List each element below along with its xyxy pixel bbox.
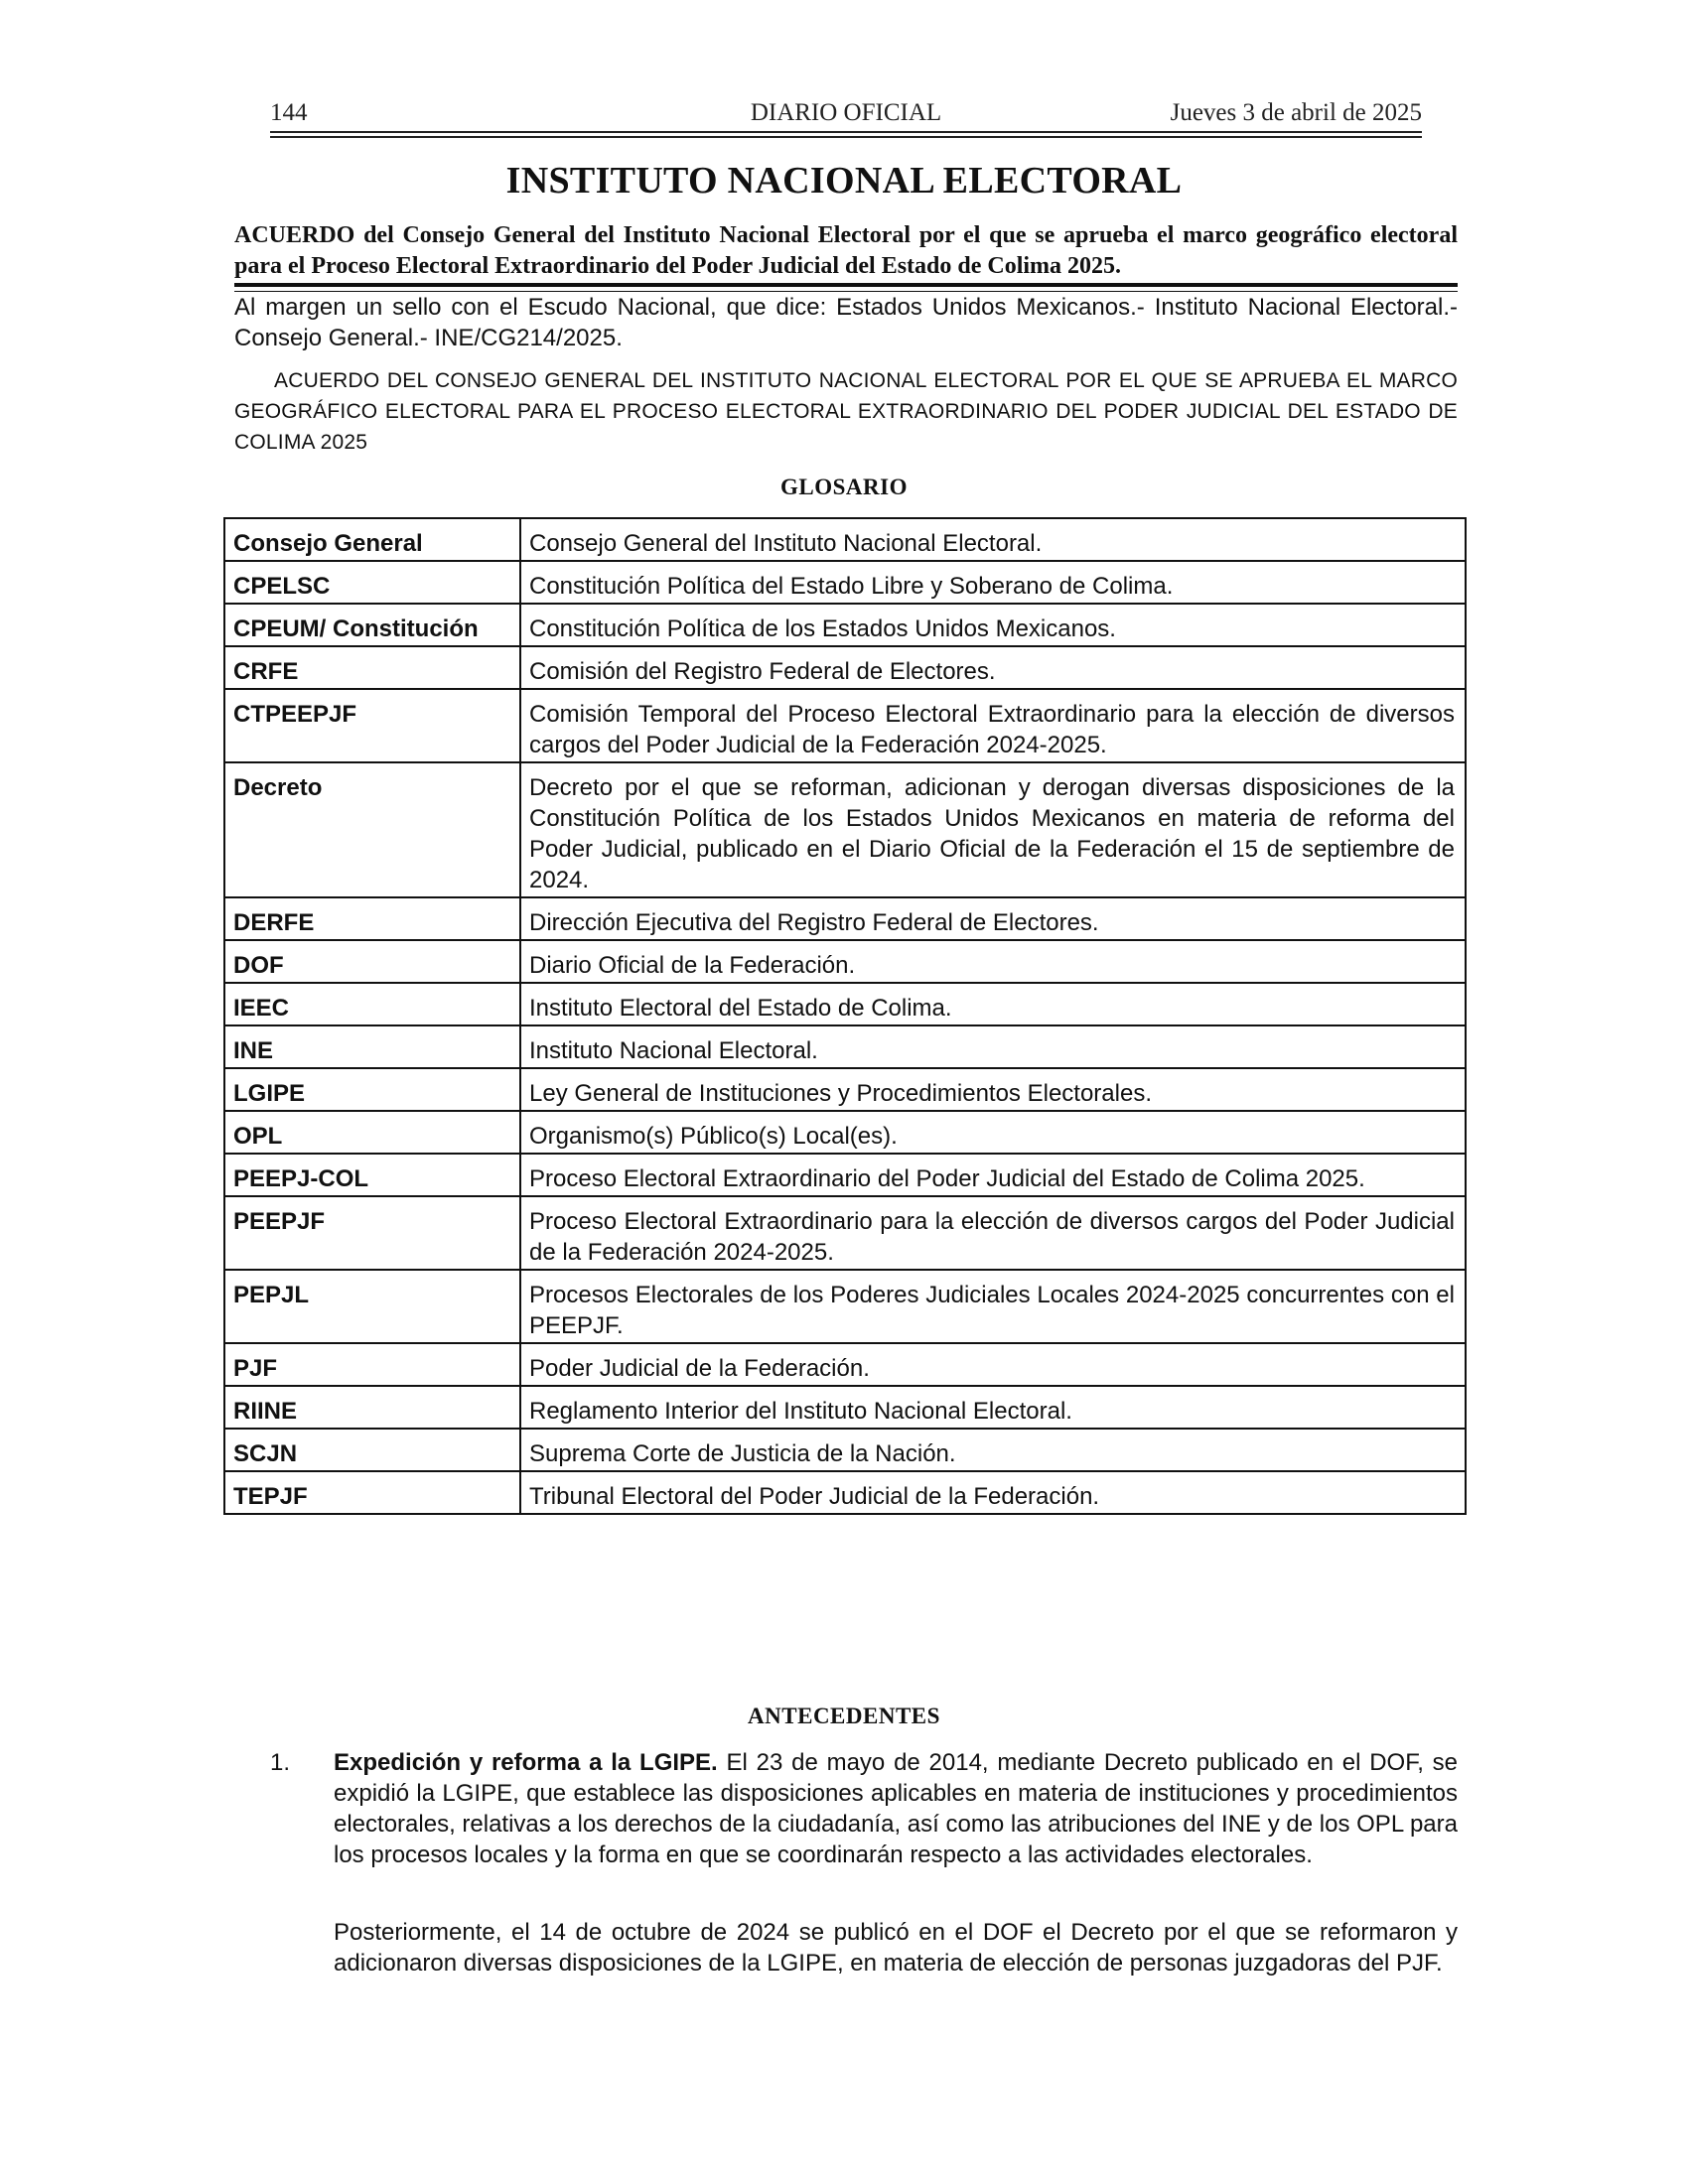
seal-text: Al margen un sello con el Escudo Nacional, que dice: Estados Unidos Mexicanos.- Instituto Nacional Electoral.- Consejo General.- INE/CG214/2025. (234, 294, 1458, 351)
antecedent-paragraph (334, 1747, 1458, 1870)
antecedent-title: Expedición y reforma a la LGIPE. (334, 1749, 718, 1776)
glossary-definition: Poder Judicial de la Federación. (520, 1343, 1466, 1386)
glossary-term: DERFE (224, 897, 520, 940)
glossary-term: DOF (224, 940, 520, 983)
glossary-term: IEEC (224, 983, 520, 1025)
glossary-term: PEPJL (224, 1270, 520, 1343)
table-row (224, 1068, 1466, 1111)
table-row (224, 1471, 1466, 1514)
antecedent-paragraph-2: Posteriormente, el 14 de octubre de 2024 se publicó en el DOF el Decreto por el que se reformaron y adicionaron diversas disposiciones de la LGIPE, en materia de elección de personas juzgadoras del PJF. (334, 1919, 1458, 1977)
table-row (224, 689, 1466, 762)
glossary-term: PEEPJF (224, 1196, 520, 1270)
publication-name: DIARIO OFICIAL (750, 99, 942, 126)
glossary-term: PEEPJ-COL (224, 1154, 520, 1196)
glossary-term: SCJN (224, 1429, 520, 1471)
table-row (224, 518, 1466, 561)
glossary-term: LGIPE (224, 1068, 520, 1111)
glossary-term: CTPEEPJF (224, 689, 520, 762)
glossary-term: CPELSC (224, 561, 520, 604)
table-row (224, 897, 1466, 940)
glossary-definition: Reglamento Interior del Instituto Nacional Electoral. (520, 1386, 1466, 1429)
glossary-term: Decreto (224, 762, 520, 897)
decree-title: ACUERDO del Consejo General del Instituto Nacional Electoral por el que se aprueba el marco geográfico electoral para el Proceso Electoral Extraordinario del Poder Judicial del Estado de Colima 2025. (234, 222, 1458, 279)
glossary-definition: Proceso Electoral Extraordinario para la elección de diversos cargos del Poder Judicial de la Federación 2024-2025. (520, 1196, 1466, 1270)
glossary-term: CRFE (224, 646, 520, 689)
header-rule-double (270, 136, 1422, 138)
table-row (224, 1386, 1466, 1429)
page-number: 144 (270, 99, 308, 126)
table-row (224, 561, 1466, 604)
publication-date: Jueves 3 de abril de 2025 (1170, 99, 1422, 126)
header-rule (270, 131, 1422, 133)
table-row (224, 604, 1466, 646)
antecedent-text: El 23 de mayo de 2014, mediante Decreto publicado en el DOF, se expidió la LGIPE, que establece las disposiciones aplicables en materia de instituciones y procedimientos electorales, relativas a los derechos de la ciudadanía, así como las atribuciones del INE y de los OPL para los procesos locales y la forma en que se coordinarán respecto a las actividades electorales. (334, 1749, 1459, 1868)
glossary-term: PJF (224, 1343, 520, 1386)
table-row (224, 1196, 1466, 1270)
table-row (224, 1025, 1466, 1068)
glossary-term: CPEUM/ Constitución (224, 604, 520, 646)
table-row (224, 1429, 1466, 1471)
table-row (224, 940, 1466, 983)
glossary-term: TEPJF (224, 1471, 520, 1514)
glossary-definition: Tribunal Electoral del Poder Judicial de la Federación. (520, 1471, 1466, 1514)
glossary-definition: Ley General de Instituciones y Procedimientos Electorales. (520, 1068, 1466, 1111)
table-row (224, 983, 1466, 1025)
glossary-term: RIINE (224, 1386, 520, 1429)
glossary-term: Consejo General (224, 518, 520, 561)
glossary-definition: Consejo General del Instituto Nacional Electoral. (520, 518, 1466, 561)
glossary-definition: Proceso Electoral Extraordinario del Poder Judicial del Estado de Colima 2025. (520, 1154, 1466, 1196)
table-row (224, 1154, 1466, 1196)
glossary-term: INE (224, 1025, 520, 1068)
antecedent-number: 1. (270, 1749, 291, 1776)
agreement-heading: ACUERDO DEL CONSEJO GENERAL DEL INSTITUTO NACIONAL ELECTORAL POR EL QUE SE APRUEBA EL MARCO GEOGRÁFICO ELECTORAL PARA EL PROCESO ELECTORAL EXTRAORDINARIO DEL PODER JUDICIAL DEL ESTADO DE COLIMA 2025 (234, 369, 1458, 454)
table-row (224, 646, 1466, 689)
glossary-definition: Instituto Nacional Electoral. (520, 1025, 1466, 1068)
glossary-heading: GLOSARIO (780, 475, 908, 499)
glossary-definition: Suprema Corte de Justicia de la Nación. (520, 1429, 1466, 1471)
glossary-term: OPL (224, 1111, 520, 1154)
glossary-table (223, 517, 1467, 1515)
glossary-definition: Constitución Política de los Estados Unidos Mexicanos. (520, 604, 1466, 646)
glossary-definition: Dirección Ejecutiva del Registro Federal de Electores. (520, 897, 1466, 940)
table-row (224, 1343, 1466, 1386)
glossary-definition: Decreto por el que se reforman, adicionan y derogan diversas disposiciones de la Constitución Política de los Estados Unidos Mexicanos en materia de reforma del Poder Judicial, publicado en el Diario Oficial de la Federación el 15 de septiembre de 2024. (520, 762, 1466, 897)
glossary-definition: Comisión Temporal del Proceso Electoral Extraordinario para la elección de diversos cargos del Poder Judicial de la Federación 2024-2025. (520, 689, 1466, 762)
table-row (224, 762, 1466, 897)
title-rule-thick (234, 283, 1458, 287)
antecedentes-heading: ANTECEDENTES (748, 1704, 940, 1728)
glossary-definition: Instituto Electoral del Estado de Colima. (520, 983, 1466, 1025)
glossary-definition: Diario Oficial de la Federación. (520, 940, 1466, 983)
running-header (270, 95, 1422, 135)
glossary-definition: Organismo(s) Público(s) Local(es). (520, 1111, 1466, 1154)
table-row (224, 1270, 1466, 1343)
glossary-definition: Comisión del Registro Federal de Electores. (520, 646, 1466, 689)
glossary-definition: Constitución Política del Estado Libre y Soberano de Colima. (520, 561, 1466, 604)
glossary-definition: Procesos Electorales de los Poderes Judiciales Locales 2024-2025 concurrentes con el PEEPJF. (520, 1270, 1466, 1343)
institution-title: INSTITUTO NACIONAL ELECTORAL (505, 160, 1183, 202)
table-row (224, 1111, 1466, 1154)
